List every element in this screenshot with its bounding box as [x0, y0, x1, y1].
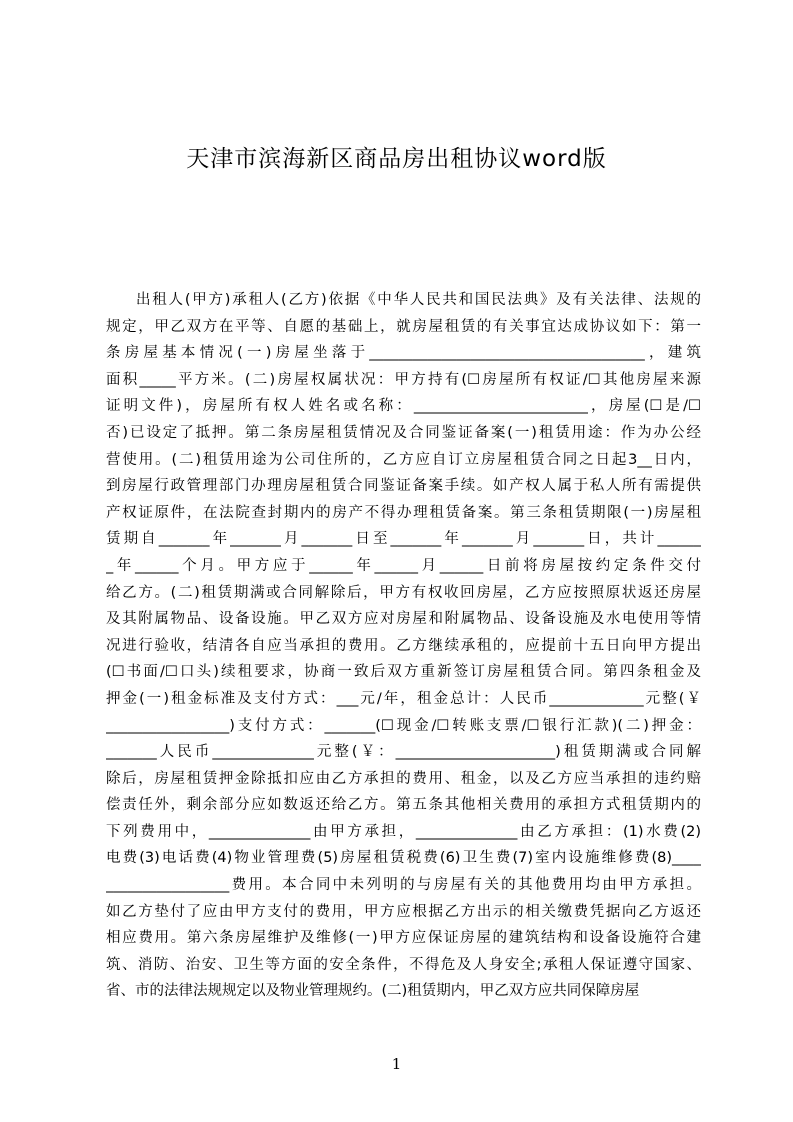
- body-line: _________________)支付方式：_______(☐现金/☐转账支票/☐银行汇款)(二)押金：: [106, 717, 701, 734]
- body-line: 给乙方。(二)租赁期满或合同解除后，甲方有权收回房屋，乙方应按照原状返还房屋: [106, 584, 701, 601]
- body-line: _________________费用。本合同中未列明的与房屋有关的其他费用均由甲方承担。: [106, 877, 701, 894]
- body-line: 产权证原件，在法院查封期内的房产不得办理租赁备案。第三条租赁期限(一)房屋租: [106, 504, 701, 521]
- body-line: 电费(3)电话费(4)物业管理费(5)房屋租赁税费(6)卫生费(7)室内设施维修费(8)____: [106, 850, 701, 867]
- body-line: _年______个月。甲方应于______年______月______日前将房屋按约定条件交付: [106, 557, 701, 574]
- body-line: 筑、消防、治安、卫生等方面的安全条件，不得危及人身安全;承租人保证遵守国家、: [106, 956, 701, 973]
- body-line: 赁期自_______年_______月_______日至_______年_______月_______日，共计______: [106, 531, 701, 548]
- body-line: 偿责任外，剩余部分应如数返还给乙方。第五条其他相关费用的承担方式租赁期内的: [106, 797, 701, 814]
- body-line: 面积_____平方米。(二)房屋权属状况：甲方持有(☐房屋所有权证/☐其他房屋来源: [106, 371, 701, 388]
- body-line: 下列费用中，______________由甲方承担，______________由乙方承担：(1)水费(2): [106, 823, 701, 840]
- body-line: 除后，房屋租赁押金除抵扣应由乙方承担的费用、租金，以及乙方应当承担的违约赔: [106, 770, 701, 787]
- body-line: (☐书面/☐口头)续租要求，协商一致后双方重新签订房屋租赁合同。第四条租金及: [106, 664, 701, 681]
- document-title: 天津市滨海新区商品房出租协议word版: [186, 146, 607, 172]
- body-line: _______人民币______________元整(￥：______________________)租赁期满或合同解: [106, 744, 701, 761]
- body-line: 到房屋行政管理部门办理房屋租赁合同鉴证备案手续。如产权人属于私人所有需提供: [106, 478, 701, 495]
- body-line: 规定，甲乙双方在平等、自愿的基础上，就房屋租赁的有关事宜达成协议如下：第一: [106, 318, 701, 335]
- body-line: 押金(一)租金标准及支付方式：___元/年，租金总计：人民币_____________元整(￥: [106, 690, 701, 707]
- body-line: 出租人(甲方)承租人(乙方)依据《中华人民共和国民法典》及有关法律、法规的: [136, 292, 701, 308]
- body-line: 相应费用。第六条房屋维护及维修(一)甲方应保证房屋的建筑结构和设备设施符合建: [106, 930, 701, 947]
- body-line: 及其附属物品、设备设施。甲乙双方应对房屋和附属物品、设备设施及水电使用等情: [106, 611, 701, 628]
- body-line: 况进行验收，结清各自应当承担的费用。乙方继续承租的，应提前十五日向甲方提出: [106, 637, 701, 654]
- body-line: 营使用。(二)租赁用途为公司住所的，乙方应自订立房屋租赁合同之日起3__日内，: [106, 451, 701, 468]
- body-line: 省、市的法律法规规定以及物业管理规约。(二)租赁期内，甲乙双方应共同保障房屋: [106, 983, 640, 1000]
- body-line: 如乙方垫付了应由甲方支付的费用，甲方应根据乙方出示的相关缴费凭据向乙方返还: [106, 903, 701, 920]
- body-line: 条房屋基本情况(一)房屋坐落于______________________________________，建筑: [106, 345, 701, 362]
- contract-body: [106, 287, 701, 1005]
- body-line: 否)已设定了抵押。第二条房屋租赁情况及合同鉴证备案(一)租赁用途：作为办公经: [106, 424, 701, 441]
- page-number: 1: [391, 1055, 402, 1073]
- body-line: 证明文件)，房屋所有权人姓名或名称：________________________，房屋(☐是/☐: [106, 398, 701, 415]
